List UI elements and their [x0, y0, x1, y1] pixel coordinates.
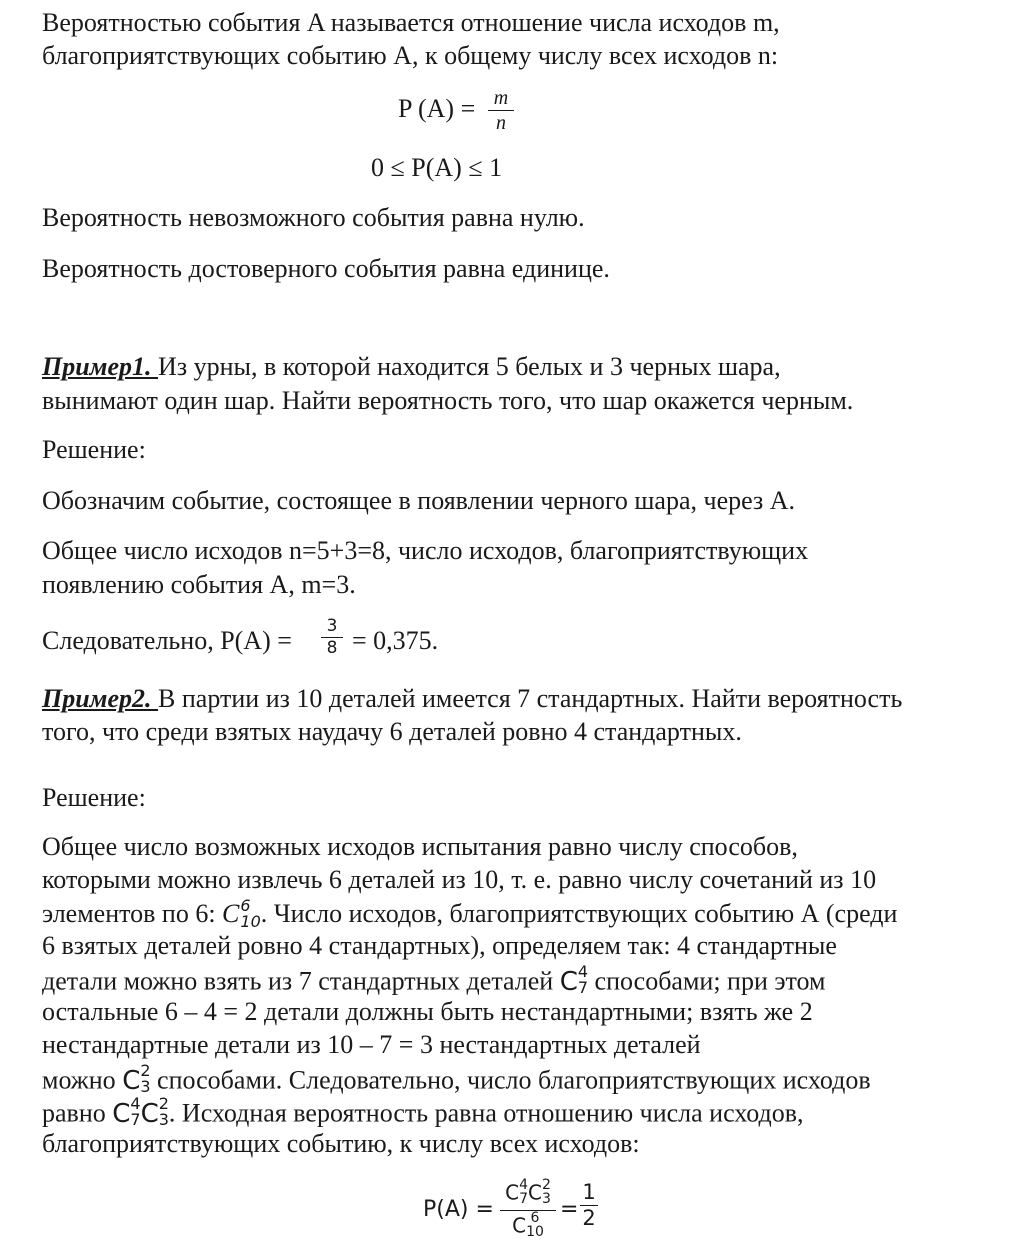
example1-result-fraction: [321, 618, 343, 657]
example1-solution-1: Обозначим событие, состоящее в появлении черного шара, через А.: [42, 486, 796, 515]
example2-para-10: благоприятствующих событию, к числу всех исходов:: [42, 1129, 640, 1158]
final-formula-lhs: P(A) =: [423, 1197, 494, 1222]
example2-para-1: Общее число возможных исходов испытания равно числу способов,: [42, 832, 798, 861]
impossible-event-line: Вероятность невозможного события равна нулю.: [42, 203, 585, 232]
example2-para-4: 6 взятых деталей ровно 4 стандартных), определяем так: 4 стандартные: [42, 931, 837, 960]
probability-bounds: 0 ≤ P(A) ≤ 1: [371, 153, 503, 182]
final-formula-fraction: [500, 1177, 556, 1241]
combination-product: C 4 7 C 2 3: [112, 1094, 169, 1129]
example2-para-3b: . Число исходов, благоприятствующих событию А (среди: [260, 898, 898, 928]
example2-para-3: [42, 896, 898, 932]
formula-lhs: P (A) =: [398, 94, 476, 123]
example2-para-8b: способами. Следовательно, число благоприятствующих исходов: [150, 1065, 871, 1095]
combination-c7-4: C 4 7: [559, 962, 589, 997]
fraction-bar: [488, 110, 514, 111]
example2-para-9b: . Исходная вероятность равна отношению числа исходов,: [168, 1098, 804, 1128]
example2-para-5b: способами; при этом: [588, 966, 826, 996]
example2-para-9: [42, 1094, 804, 1130]
example1-result-suffix: = 0,375.: [352, 626, 439, 655]
example2-text-1: В партии из 10 деталей имеется 7 стандартных. Найти вероятность: [158, 684, 903, 713]
example1-text-1: Из урны, в которой находится 5 белых и 3 черных шара,: [158, 352, 781, 381]
intro-line-2: благоприятствующих событию А, к общему числу всех исходов n:: [42, 41, 779, 70]
combination-c10-6: C 6 10: [222, 896, 261, 931]
example2-para-8a: можно: [42, 1065, 123, 1095]
formula-denominator: n: [496, 112, 506, 134]
formula-fraction: [488, 88, 514, 133]
final-denominator: C 6 10: [512, 1210, 544, 1240]
intro-line-1: Вероятностью события A называется отношение числа исходов m,: [42, 8, 780, 37]
example2-line-2: того, что среди взятых наудачу 6 деталей ровно 4 стандартных.: [42, 717, 742, 746]
example2-para-2: которыми можно извлечь 6 деталей из 10, т. е. равно числу сочетаний из 10: [42, 865, 877, 894]
example2-label: Пример2.: [42, 684, 159, 713]
combination-c3-2: C 2 3: [122, 1061, 151, 1096]
example2-para-3a: элементов по 6:: [42, 898, 223, 928]
example1-result-denominator: 8: [326, 638, 338, 658]
example1-result-prefix: Следовательно, Р(А) =: [42, 626, 292, 655]
example1-solution-2a: Общее число исходов n=5+3=8, число исходов, благоприятствующих: [42, 536, 809, 565]
example2-para-9a: равно: [42, 1098, 113, 1128]
formula-numerator: m: [493, 87, 509, 109]
example2-para-8: [42, 1061, 871, 1097]
example1-label: Пример1.: [42, 352, 159, 381]
example1-solution-heading: Решение:: [42, 435, 146, 464]
final-result-fraction: [580, 1182, 598, 1229]
example1-line-1: [42, 354, 781, 380]
example2-para-5a: детали можно взять из 7 стандартных деталей: [42, 966, 560, 996]
example1-line-2: вынимают один шар. Найти вероятность того, что шар окажется черным.: [42, 386, 854, 415]
final-result-numerator: 1: [582, 1180, 596, 1204]
example1-result-numerator: 3: [326, 616, 338, 636]
certain-event-line: Вероятность достоверного события равна единице.: [42, 254, 610, 283]
final-result-denominator: 2: [582, 1206, 596, 1230]
example2-para-7: нестандартные детали из 10 – 7 = 3 нестандартных деталей: [42, 1030, 701, 1059]
example1-solution-2b: появлению события А, m=3.: [42, 570, 356, 599]
final-numerator: C 4 7 C 2 3: [505, 1177, 551, 1207]
example2-line-1: [42, 686, 902, 712]
example2-para-5: [42, 962, 826, 998]
example2-solution-heading: Решение:: [42, 783, 146, 812]
final-equals: =: [560, 1197, 579, 1222]
example2-para-6: остальные 6 – 4 = 2 детали должны быть нестандартными; взять же 2: [42, 997, 813, 1026]
